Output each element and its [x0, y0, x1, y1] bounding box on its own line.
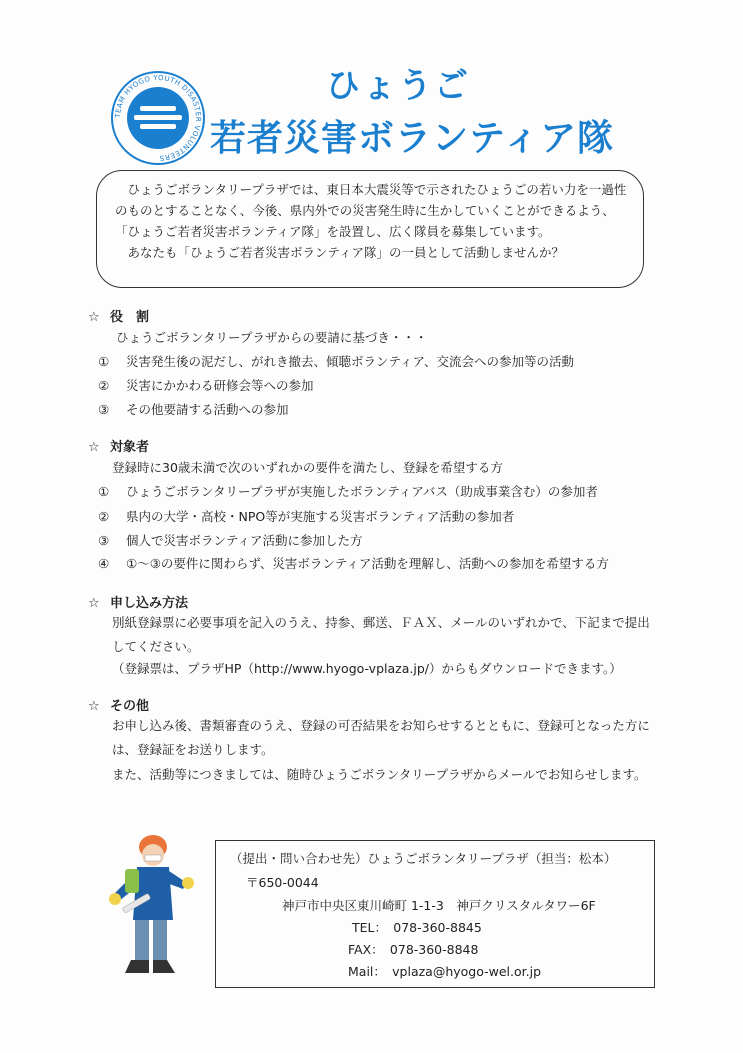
target-item-2: ② 県内の大学・高校・NPO等が実施する災害ボランティア活動の参加者 [98, 509, 515, 524]
role-item-1: ① 災害発生後の泥だし、がれき撤去、傾聴ボランティア、交流会への参加等の活動 [98, 354, 575, 369]
target-item-1: ① ひょうごボランタリープラザが実施したボランティアバス（助成事業含む）の参加者 [98, 484, 598, 499]
contact-fax: FAX： 078-360-8848 [348, 942, 479, 957]
contact-tel: TEL： 078-360-8845 [352, 920, 482, 935]
apply-line-3: （登録票は、プラザHP（http://www.hyogo-vplaza.jp/）からもダウンロードできます。） [112, 661, 622, 676]
title-line-2: 若者災害ボランティア隊 [210, 118, 615, 159]
target-lead: 登録時に30歳未満で次のいずれかの要件を満たし、登録を希望する方 [112, 460, 503, 475]
section-heading-apply: ☆ 申し込み方法 [88, 596, 189, 611]
svg-text:TEAM HYOGO YOUTH DISASTER VOLU: TEAM HYOGO YOUTH DISASTER VOLUNTEERS [113, 73, 203, 163]
other-line-3: また、活動等につきましては、随時ひょうごボランタリープラザからメールでお知らせします。 [112, 767, 647, 782]
volunteer-mascot-illustration [105, 825, 200, 985]
contact-box [215, 840, 655, 988]
intro-paragraph-2: あなたも「ひょうご若者災害ボランティア隊」の一員として活動しませんか？ [127, 245, 565, 260]
star-icon: ☆ [88, 310, 100, 325]
star-icon: ☆ [88, 596, 100, 611]
intro-paragraph-1: ひょうごボランタリープラザでは、東日本大震災等で示されたひょうごの若い力を一過性のものとすることなく、今後、県内外での災害発生時に生かしていくことができるよう、「ひょうご若者災害ボランティア隊」を設置し、広く隊員を募集しています。 [115, 182, 627, 239]
contact-postal: 〒650-0044 [246, 875, 319, 890]
intro-box [96, 170, 644, 288]
contact-address: 神戸市中央区東川崎町 1-1-3 神戸クリスタルタワー6F [282, 898, 596, 913]
apply-line-2: してください。 [112, 639, 200, 654]
other-line-2: は、登録証をお送りします。 [112, 742, 274, 757]
section-heading-other: ☆ その他 [88, 699, 150, 714]
star-icon: ☆ [88, 699, 100, 714]
role-lead: ひょうごボランタリープラザからの要請に基づき・・・ [116, 330, 428, 345]
role-item-2: ② 災害にかかわる研修会等への参加 [98, 378, 314, 393]
target-item-4: ④ ①～③の要件に関わらず、災害ボランティア活動を理解し、活動への参加を希望する方 [98, 556, 609, 571]
apply-line-1: 別紙登録票に必要事項を記入のうえ、持参、郵送、ＦＡＸ、メールのいずれかで、下記まで提出 [112, 615, 650, 630]
contact-mail: Mail： vplaza@hyogo-wel.or.jp [348, 964, 541, 979]
section-heading-role: ☆ 役 割 [88, 310, 150, 325]
star-icon: ☆ [88, 440, 100, 455]
contact-heading: （提出・問い合わせ先）ひょうごボランタリープラザ（担当：松本） [230, 851, 617, 866]
target-item-3: ③ 個人で災害ボランティア活動に参加した方 [98, 533, 363, 548]
role-item-3: ③ その他要請する活動への参加 [98, 402, 289, 417]
title-line-1: ひょうご [326, 66, 470, 106]
section-heading-target: ☆ 対象者 [88, 440, 150, 455]
team-emblem-logo [110, 70, 206, 166]
other-line-1: お申し込み後、書類審査のうえ、登録の可否結果をお知らせするとともに、登録可となった方に [112, 718, 650, 733]
